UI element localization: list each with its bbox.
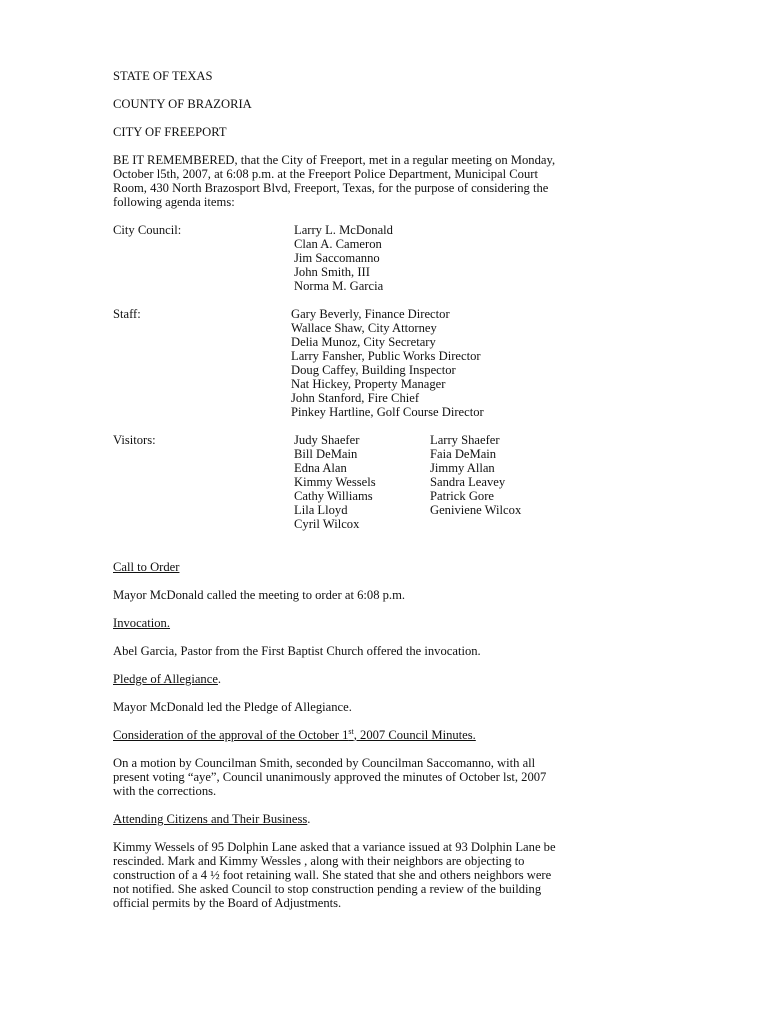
citizens-heading: Attending Citizens and Their Business bbox=[113, 812, 308, 826]
pledge-heading-line bbox=[113, 672, 221, 686]
city-heading: CITY OF FREEPORT bbox=[113, 125, 227, 139]
citizens-heading-period: . bbox=[307, 812, 311, 826]
pledge-heading-period: . bbox=[217, 672, 222, 686]
council-label: City Council: bbox=[113, 223, 182, 237]
council-members-list: Larry L. McDonald Clan A. Cameron Jim Saccomanno John Smith, III Norma M. Garcia bbox=[294, 223, 393, 293]
staff-members-list: Gary Beverly, Finance Director Wallace Shaw, City Attorney Delia Munoz, City Secretary Larry Fansher, Public Works Director Doug Caffey, Building Inspector Nat Hickey, Property Manager John Stanford, Fire Chief Pinkey Hartline, Golf Course Director bbox=[291, 307, 484, 419]
invocation-heading: Invocation. bbox=[113, 616, 171, 630]
state-heading: STATE OF TEXAS bbox=[113, 69, 213, 83]
minutes-heading-part1: Consideration of the approval of the October 1 bbox=[113, 728, 349, 742]
minutes-text: On a motion by Councilman Smith, seconded by Councilman Saccomanno, with all present voting “aye”, Council unanimously approved the minutes of October lst, 2007 with the corrections. bbox=[113, 756, 547, 798]
county-heading: COUNTY OF BRAZORIA bbox=[113, 97, 252, 111]
pledge-text: Mayor McDonald led the Pledge of Allegiance. bbox=[113, 700, 352, 714]
pledge-heading: Pledge of Allegiance bbox=[113, 672, 218, 686]
minutes-heading bbox=[113, 728, 476, 742]
call-to-order-text: Mayor McDonald called the meeting to order at 6:08 p.m. bbox=[113, 588, 406, 602]
minutes-heading-part2: , 2007 Council Minutes. bbox=[353, 728, 476, 742]
invocation-text: Abel Garcia, Pastor from the First Baptist Church offered the invocation. bbox=[113, 644, 481, 658]
intro-paragraph: BE IT REMEMBERED, that the City of Freeport, met in a regular meeting on Monday, October l5th, 2007, at 6:08 p.m. at the Freeport Police Department, Municipal Court Room, 430 North Brazosport Blvd, Freeport, Texas, for the purpose of considering the following agenda items: bbox=[113, 153, 556, 209]
visitors-list-left: Judy Shaefer Bill DeMain Edna Alan Kimmy Wessels Cathy Williams Lila Lloyd Cyril Wilcox bbox=[294, 433, 376, 531]
minutes-heading-ordinal: st bbox=[348, 726, 354, 736]
citizens-text: Kimmy Wessels of 95 Dolphin Lane asked that a variance issued at 93 Dolphin Lane be rescinded. Mark and Kimmy Wessles , along with their neighbors are objecting to construction of a 4 ½ foot retaining wall. She stated that she and others neighbors were not notified. She asked Council to stop construction pending a review of the building official permits by the Board of Adjustments. bbox=[113, 840, 556, 910]
visitors-list-right: Larry Shaefer Faia DeMain Jimmy Allan Sandra Leavey Patrick Gore Geniviene Wilcox bbox=[430, 433, 522, 517]
staff-label: Staff: bbox=[113, 307, 141, 321]
citizens-heading-line bbox=[113, 812, 310, 826]
call-to-order-heading: Call to Order bbox=[113, 560, 180, 574]
visitors-label: Visitors: bbox=[113, 433, 156, 447]
